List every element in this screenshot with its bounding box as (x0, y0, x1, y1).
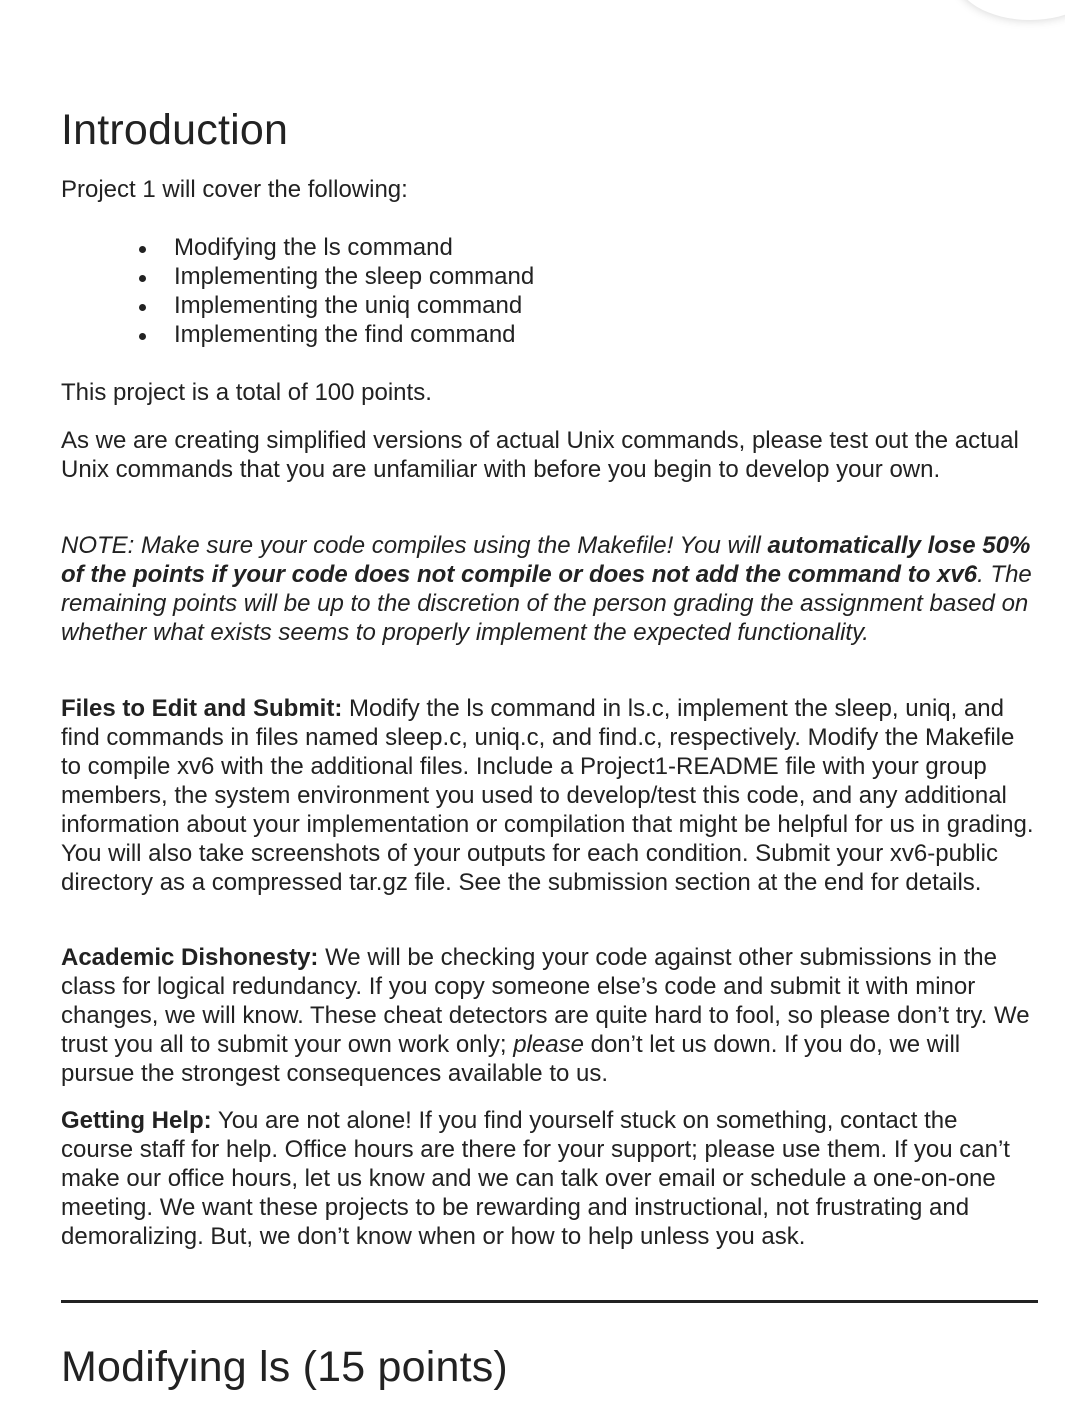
dishonesty-paragraph (61, 943, 1036, 1088)
note-bold-warning: automatically lose 50% of the points if your code does not compile or does not add the command to xv6 (61, 532, 1031, 588)
note-lead: NOTE: Make sure your code compiles using the Makefile! You will (61, 532, 768, 559)
files-text: Modify the ls command in ls.c, implement the sleep, uniq, and find commands in files named sleep.c, uniq.c, and find.c, respectively. Modify the Makefile to compile xv6 with the additional files. Include a Project1-README file with your group members, the system environment you used to develop/test this code, and any additional information about your implementation or compilation that might be helpful for us in grading. You will also take screenshots of your outputs for each condition. Submit your xv6-public directory as a compressed tar.gz file. See the submission section at the end for details. (61, 695, 1034, 896)
list-item: Implementing the sleep command (61, 262, 534, 291)
modifying-ls-heading: Modifying ls (15 points) (61, 1343, 508, 1391)
topics-list (61, 233, 534, 349)
list-item: Implementing the uniq command (61, 291, 534, 320)
files-paragraph (61, 694, 1036, 897)
intro-cover-line: Project 1 will cover the following: (61, 176, 408, 203)
corner-overlay-button[interactable] (955, 0, 1065, 20)
note-rest: . The remaining points will be up to the discretion of the person grading the assignment based on whether what exists seems to properly implement the expected functionality. (61, 561, 1032, 646)
dishonesty-emphasis: please (513, 1031, 584, 1058)
introduction-heading: Introduction (61, 106, 289, 154)
list-item: Implementing the find command (61, 320, 534, 349)
section-divider (61, 1300, 1038, 1303)
dishonesty-text-before: We will be checking your code against other submissions in the class for logical redundancy. If you copy someone else’s code and submit it with minor changes, we will know. These cheat detectors are quite hard to fool, so please don’t try. We trust you all to submit your own work only; (61, 944, 1030, 1058)
dishonesty-label: Academic Dishonesty: (61, 944, 319, 971)
help-text: You are not alone! If you find yourself stuck on something, contact the course staff for help. Office hours are there for your support; please use them. If you can’t make our office hours, let us know and we can talk over email or schedule a one-on-one meeting. We want these projects to be rewarding and instructional, not frustrating and demoralizing. But, we don’t know when or how to help unless you ask. (61, 1107, 1010, 1250)
help-paragraph (61, 1106, 1036, 1251)
help-label: Getting Help: (61, 1107, 212, 1134)
unix-commands-paragraph: As we are creating simplified versions of actual Unix commands, please test out the actual Unix commands that you are unfamiliar with before you begin to develop your own. (61, 427, 1019, 483)
dishonesty-text-after: don’t let us down. If you do, we will pursue the strongest consequences available to us. (61, 1031, 961, 1087)
total-points-paragraph: This project is a total of 100 points. (61, 379, 432, 406)
note-paragraph (61, 531, 1036, 647)
list-item: Modifying the ls command (61, 233, 534, 262)
files-label: Files to Edit and Submit: (61, 695, 343, 722)
